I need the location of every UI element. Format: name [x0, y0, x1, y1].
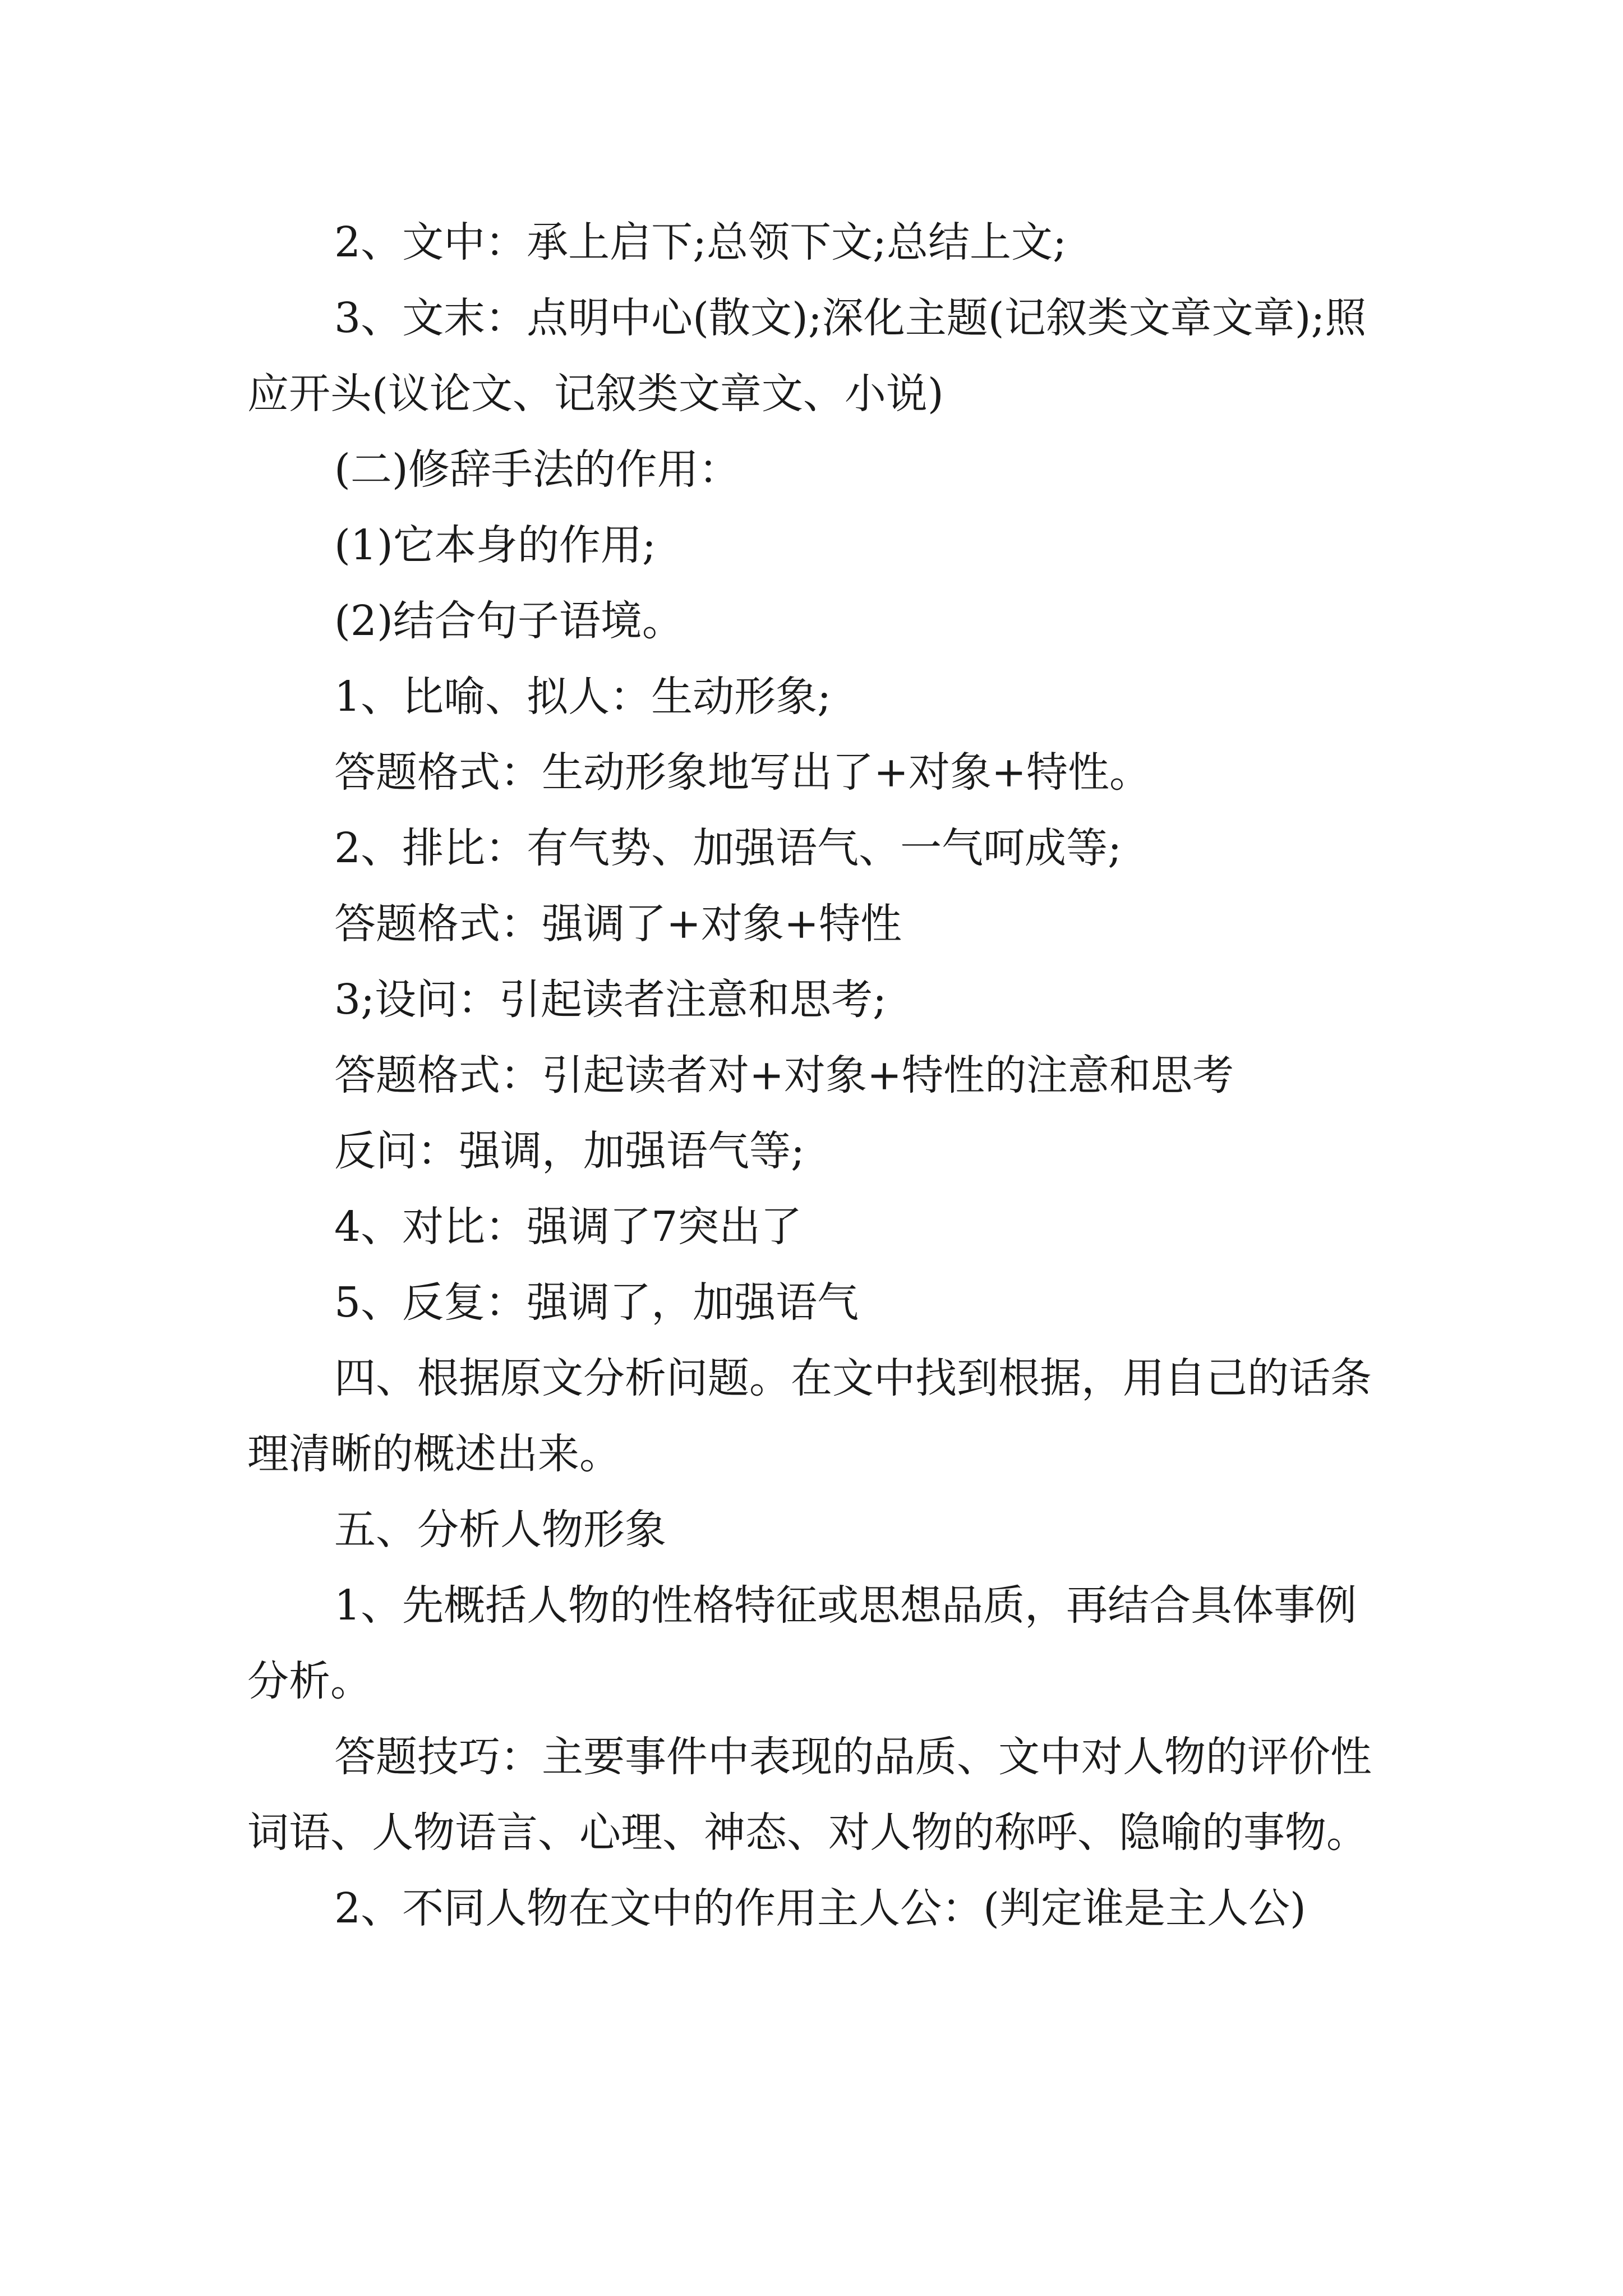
document-body	[247, 205, 1380, 1947]
paragraph: 2、排比：有气势、加强语气、一气呵成等;	[334, 824, 1122, 872]
paragraph: 答题格式：强调了+对象+特性	[334, 900, 902, 948]
paragraph: 答题技巧：主要事件中表现的品质、文中对人物的评价性词语、人物语言、心理、神态、对人物的称呼、隐喻的事物。	[247, 1733, 1372, 1857]
paragraph: 5、反复：强调了，加强语气	[334, 1278, 859, 1327]
paragraph: 1、先概括人物的性格特征或思想品质，再结合具体事例分析。	[247, 1581, 1357, 1705]
paragraph: (1)它本身的作用;	[334, 521, 656, 569]
section-heading: (二)修辞手法的作用：	[334, 445, 740, 494]
paragraph: 1、比喻、拟人：生动形象;	[334, 673, 832, 721]
paragraph: 2、文中：承上启下;总领下文;总结上文;	[334, 218, 1067, 266]
paragraph: 4、对比：强调了7突出了	[334, 1203, 803, 1251]
section-heading: 五、分析人物形象	[334, 1506, 666, 1554]
paragraph: 反问：强调，加强语气等;	[334, 1127, 805, 1175]
paragraph: 3;设问：引起读者注意和思考;	[334, 976, 887, 1024]
paragraph: 3、文末：点明中心(散文);深化主题(记叙类文章文章);照应开头(议论文、记叙类文章文、小说)	[247, 294, 1367, 418]
section-heading: 四、根据原文分析问题。在文中找到根据，用自己的话条理清晰的概述出来。	[247, 1354, 1372, 1478]
paragraph: (2)结合句子语境。	[334, 597, 684, 645]
paragraph: 答题格式：引起读者对+对象+特性的注意和思考	[334, 1051, 1234, 1099]
paragraph: 2、不同人物在文中的作用主人公：(判定谁是主人公)	[334, 1884, 1306, 1932]
paragraph: 答题格式：生动形象地写出了+对象+特性。	[334, 748, 1151, 797]
